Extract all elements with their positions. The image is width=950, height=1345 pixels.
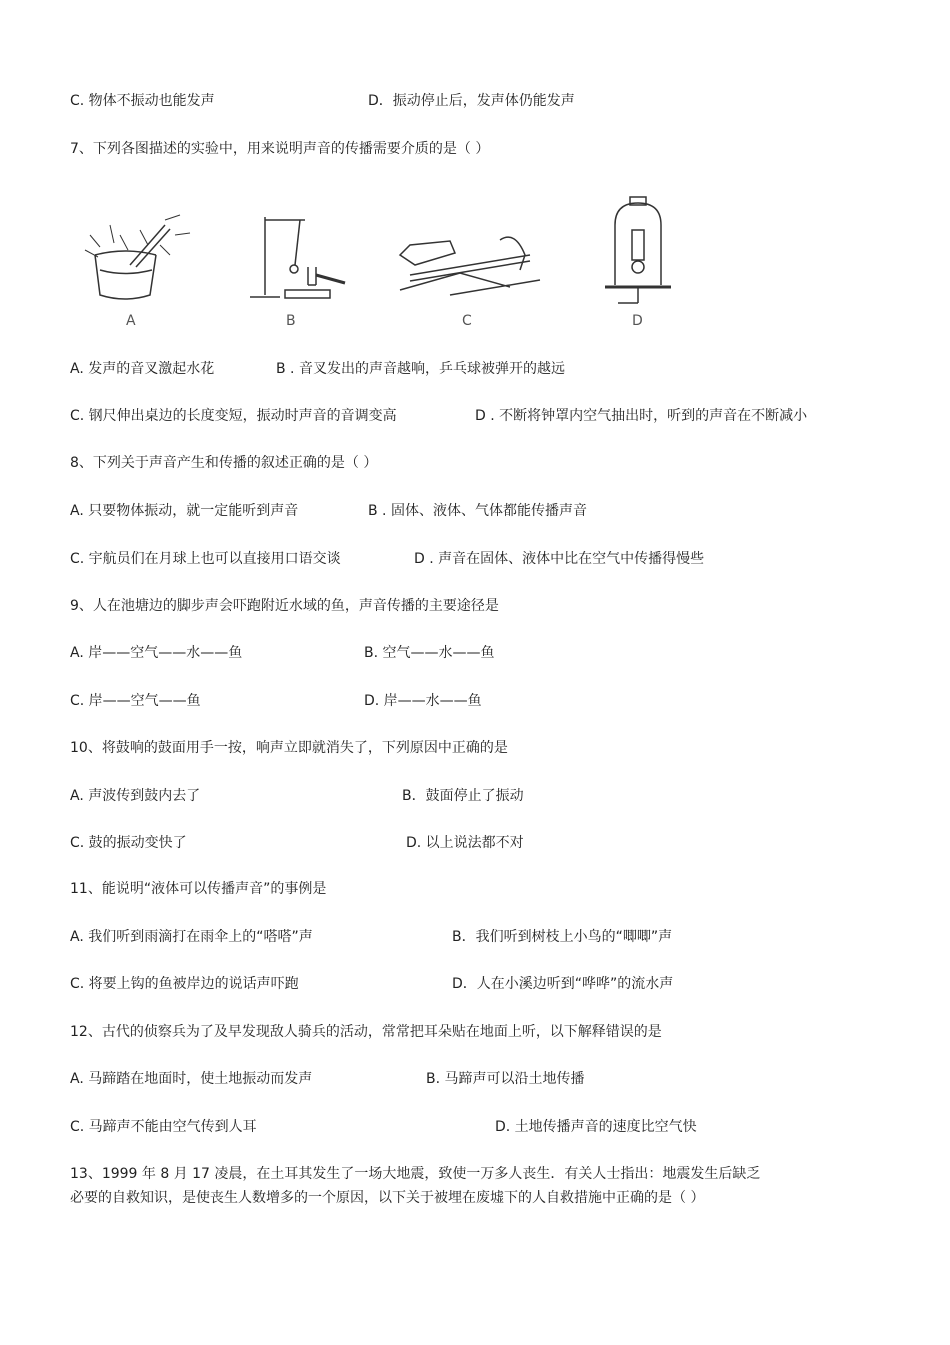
figure-label-a: A — [126, 313, 136, 329]
q11-option-d: D．人在小溪边听到“哗哗”的流水声 — [452, 976, 674, 992]
q9-option-c: C. 岸——空气——鱼 — [70, 693, 201, 709]
q11-stem: 11、能说明“液体可以传播声音”的事例是 — [70, 881, 327, 897]
q9-option-b: B. 空气——水——鱼 — [364, 645, 495, 661]
figure-c-ruler-table — [400, 237, 540, 329]
q10-option-a: A. 声波传到鼓内去了 — [70, 788, 201, 804]
q10-stem: 10、将鼓响的鼓面用手一按，响声立即就消失了，下列原因中正确的是 — [70, 740, 508, 756]
q10-option-c: C. 鼓的振动变快了 — [70, 835, 187, 851]
q12-option-b: B. 马蹄声可以沿土地传播 — [426, 1071, 585, 1087]
q7-option-d: D . 不断将钟罩内空气抽出时，听到的声音在不断减小 — [475, 408, 808, 424]
q12-option-c: C. 马蹄声不能由空气传到人耳 — [70, 1119, 257, 1135]
q11-option-a: A. 我们听到雨滴打在雨伞上的“嗒嗒”声 — [70, 929, 313, 945]
q8-stem: 8、下列关于声音产生和传播的叙述正确的是（ ） — [70, 455, 378, 471]
q12-option-d: D. 土地传播声音的速度比空气快 — [495, 1119, 697, 1135]
q8-option-c: C. 宇航员们在月球上也可以直接用口语交谈 — [70, 551, 341, 567]
q8-option-a: A. 只要物体振动，就一定能听到声音 — [70, 503, 299, 519]
q12-option-a: A. 马蹄踏在地面时，使土地振动而发声 — [70, 1071, 313, 1087]
q13-stem-line1: 13、1999 年 8 月 17 凌晨，在土耳其发生了一场大地震，致使一万多人丧生．有关人士指出：地震发生后缺乏 — [70, 1166, 761, 1182]
q7-option-a: A. 发声的音叉激起水花 — [70, 361, 215, 377]
figure-a-beaker-splash — [85, 215, 190, 329]
q7-option-b: B . 音叉发出的声音越响，乒乓球被弹开的越远 — [276, 361, 565, 377]
q10-option-b: B．鼓面停止了振动 — [402, 788, 524, 804]
q9-option-d: D. 岸——水——鱼 — [364, 693, 482, 709]
q11-option-c: C. 将要上钩的鱼被岸边的说话声吓跑 — [70, 976, 299, 992]
q8-option-b: B . 固体、液体、气体都能传播声音 — [368, 503, 587, 519]
q7-option-c: C. 钢尺伸出桌边的长度变短，振动时声音的音调变高 — [70, 408, 397, 424]
figure-label-b: B — [286, 313, 296, 329]
q10-option-d: D. 以上说法都不对 — [406, 835, 524, 851]
q11-option-b: B．我们听到树枝上小鸟的“唧唧”声 — [452, 929, 673, 945]
q8-option-d: D . 声音在固体、液体中比在空气中传播得慢些 — [414, 551, 705, 567]
q6-option-d: D．振动停止后，发声体仍能发声 — [368, 93, 575, 109]
q7-experiment-figure — [70, 195, 690, 335]
q9-option-a: A. 岸——空气——水——鱼 — [70, 645, 243, 661]
figure-label-d: D — [632, 313, 643, 329]
figure-d-bell-jar — [605, 197, 671, 329]
figure-b-stand-pendulum — [250, 217, 345, 329]
q6-option-c: C. 物体不振动也能发声 — [70, 93, 215, 109]
q12-stem: 12、古代的侦察兵为了及早发现敌人骑兵的活动，常常把耳朵贴在地面上听，以下解释错误的是 — [70, 1024, 662, 1040]
figure-label-c: C — [462, 313, 472, 329]
q9-stem: 9、人在池塘边的脚步声会吓跑附近水域的鱼，声音传播的主要途径是 — [70, 598, 499, 614]
q7-stem: 7、下列各图描述的实验中，用来说明声音的传播需要介质的是（ ） — [70, 141, 490, 157]
q13-stem-line2: 必要的自救知识，是使丧生人数增多的一个原因，以下关于被埋在废墟下的人自救措施中正确的是（ ） — [70, 1190, 705, 1206]
